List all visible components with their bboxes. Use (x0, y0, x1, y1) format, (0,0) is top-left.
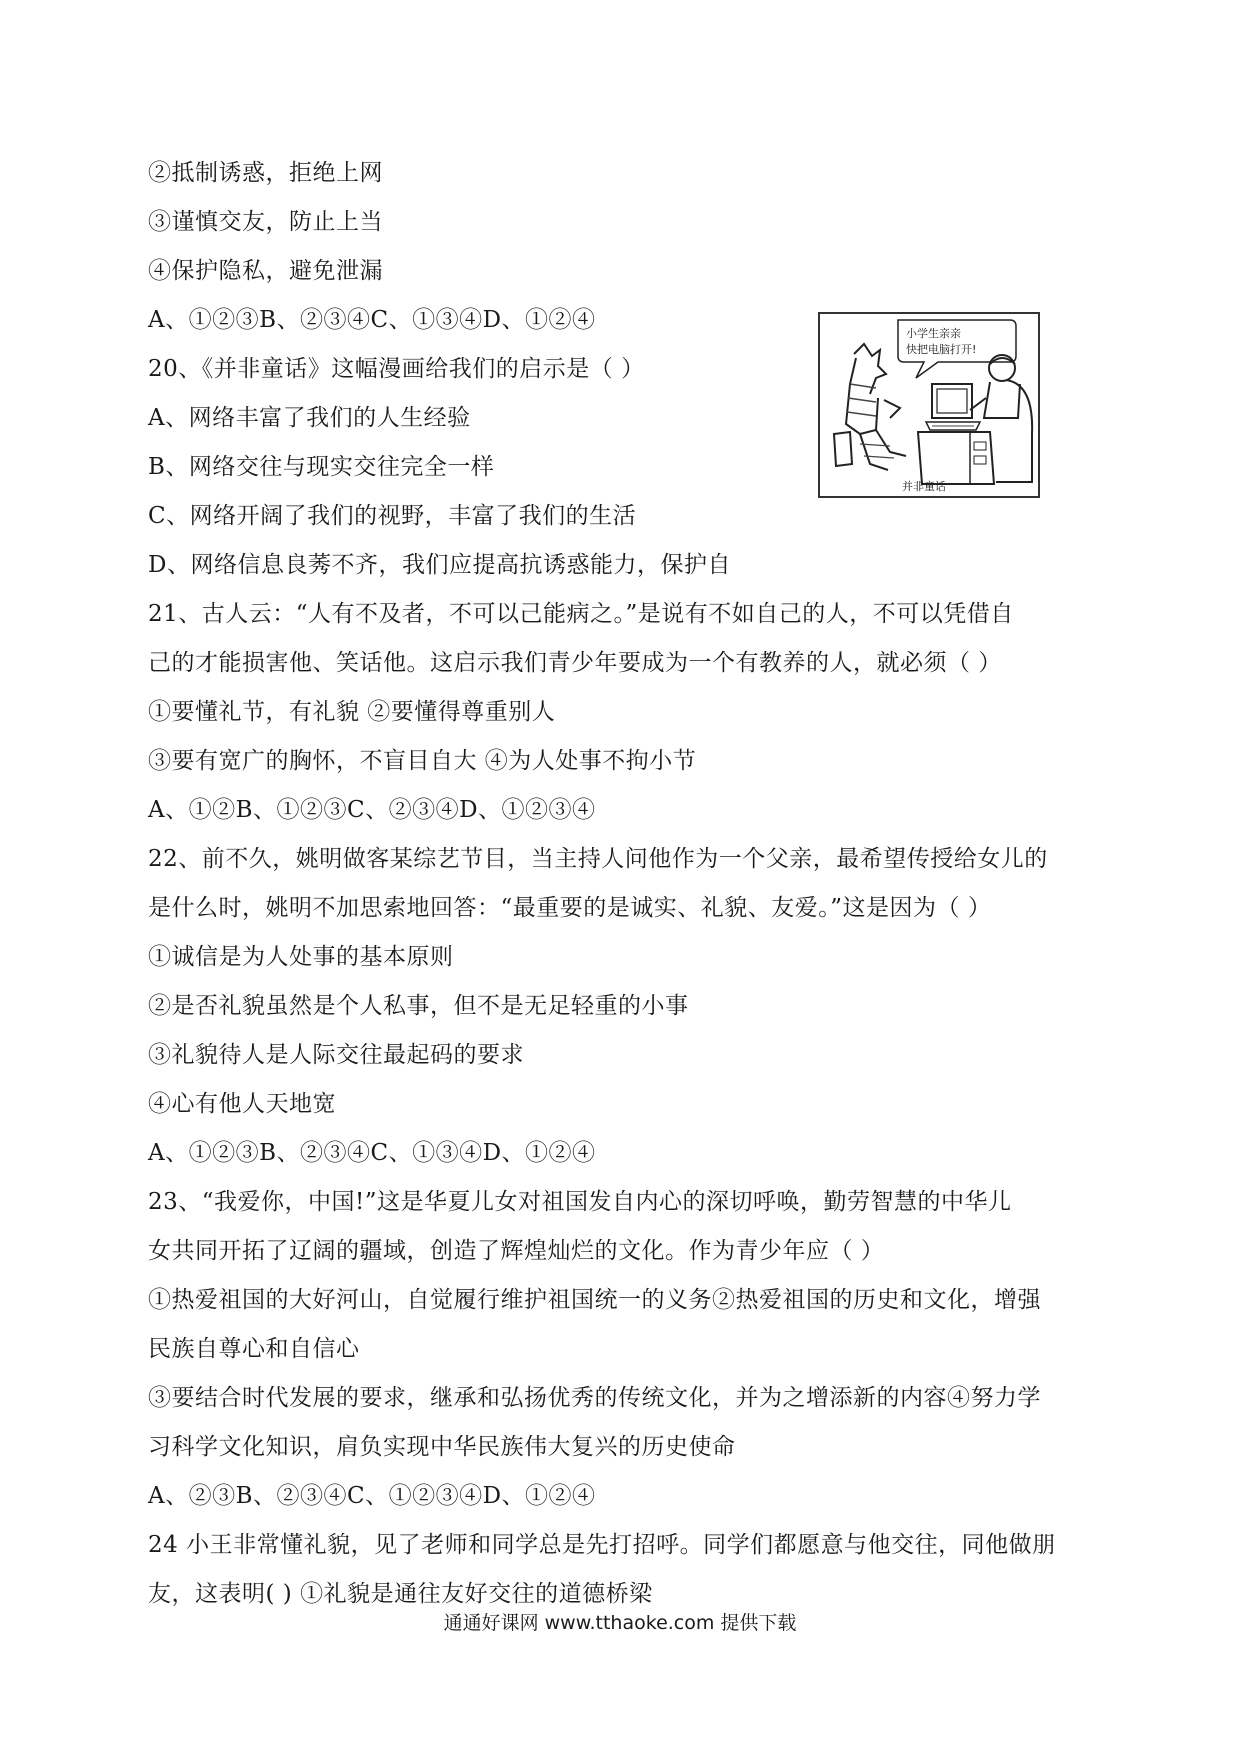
text-line: ③礼貌待人是人际交往最起码的要求 (148, 1042, 524, 1068)
question-22: 22、前不久，姚明做客某综艺节目，当主持人问他作为一个父亲，最希望传授给女儿的 (148, 846, 1048, 872)
text-line: 女共同开拓了辽阔的疆域，创造了辉煌灿烂的文化。作为青少年应（ ） (148, 1238, 885, 1264)
text-line: ③要结合时代发展的要求，继承和弘扬优秀的传统文化，并为之增添新的内容④努力学 (148, 1385, 1041, 1411)
text-line: ④心有他人天地宽 (148, 1091, 336, 1117)
cartoon-speech-line: 小学生亲亲 (906, 327, 961, 340)
cartoon-speech-text (906, 326, 976, 358)
cartoon-caption: 并非童话 (902, 480, 946, 493)
text-line: 民族自尊心和自信心 (148, 1336, 360, 1362)
text-line: ③谨慎交友，防止上当 (148, 209, 383, 235)
text-line: 习科学文化知识，肩负实现中华民族伟大复兴的历史使命 (148, 1434, 736, 1460)
text-line: ①要懂礼节，有礼貌 ②要懂得尊重别人 (148, 699, 556, 725)
text-line: 友，这表明( ) ①礼貌是通往友好交往的道德桥梁 (148, 1581, 653, 1607)
text-line: C、网络开阔了我们的视野，丰富了我们的生活 (148, 503, 637, 529)
text-line: 己的才能损害他、笑话他。这启示我们青少年要成为一个有教养的人，就必须（ ） (148, 650, 1002, 676)
question-20: 20、《并非童话》这幅漫画给我们的启示是（ ） (148, 356, 645, 382)
text-line: ②是否礼貌虽然是个人私事，但不是无足轻重的小事 (148, 993, 689, 1019)
text-line: D、网络信息良莠不齐，我们应提高抗诱惑能力，保护自 (148, 552, 731, 578)
question-23: 23、“我爱你，中国!”这是华夏儿女对祖国发自内心的深切呼唤，勤劳智慧的中华儿 (148, 1189, 1012, 1215)
cartoon-illustration (818, 312, 1040, 498)
text-line: ①诚信是为人处事的基本原则 (148, 944, 454, 970)
text-line: A、②③B、②③④C、①②③④D、①②④ (148, 1483, 596, 1509)
text-line: ①热爱祖国的大好河山，自觉履行维护祖国统一的义务②热爱祖国的历史和文化，增强 (148, 1287, 1041, 1313)
text-line: ④保护隐私，避免泄漏 (148, 258, 383, 284)
cartoon-speech-line: 快把电脑打开! (906, 343, 977, 356)
question-24: 24 小王非常懂礼貌，见了老师和同学总是先打招呼。同学们都愿意与他交往，同他做朋 (148, 1532, 1056, 1558)
text-line: B、网络交往与现实交往完全一样 (148, 454, 495, 480)
page-footer: 通通好课网 www.tthaoke.com 提供下载 (443, 1612, 797, 1634)
text-line: ③要有宽广的胸怀，不盲目自大 ④为人处事不拘小节 (148, 748, 697, 774)
text-line: A、①②B、①②③C、②③④D、①②③④ (148, 797, 596, 823)
text-line: 是什么时，姚明不加思索地回答：“最重要的是诚实、礼貌、友爱。”这是因为（ ） (148, 895, 992, 921)
text-line: A、①②③B、②③④C、①③④D、①②④ (148, 307, 596, 333)
text-line: A、①②③B、②③④C、①③④D、①②④ (148, 1140, 596, 1166)
question-21: 21、古人云：“人有不及者，不可以己能病之。”是说有不如自己的人，不可以凭借自 (148, 601, 1014, 627)
text-line: ②抵制诱惑，拒绝上网 (148, 160, 383, 186)
text-line: A、网络丰富了我们的人生经验 (148, 405, 471, 431)
